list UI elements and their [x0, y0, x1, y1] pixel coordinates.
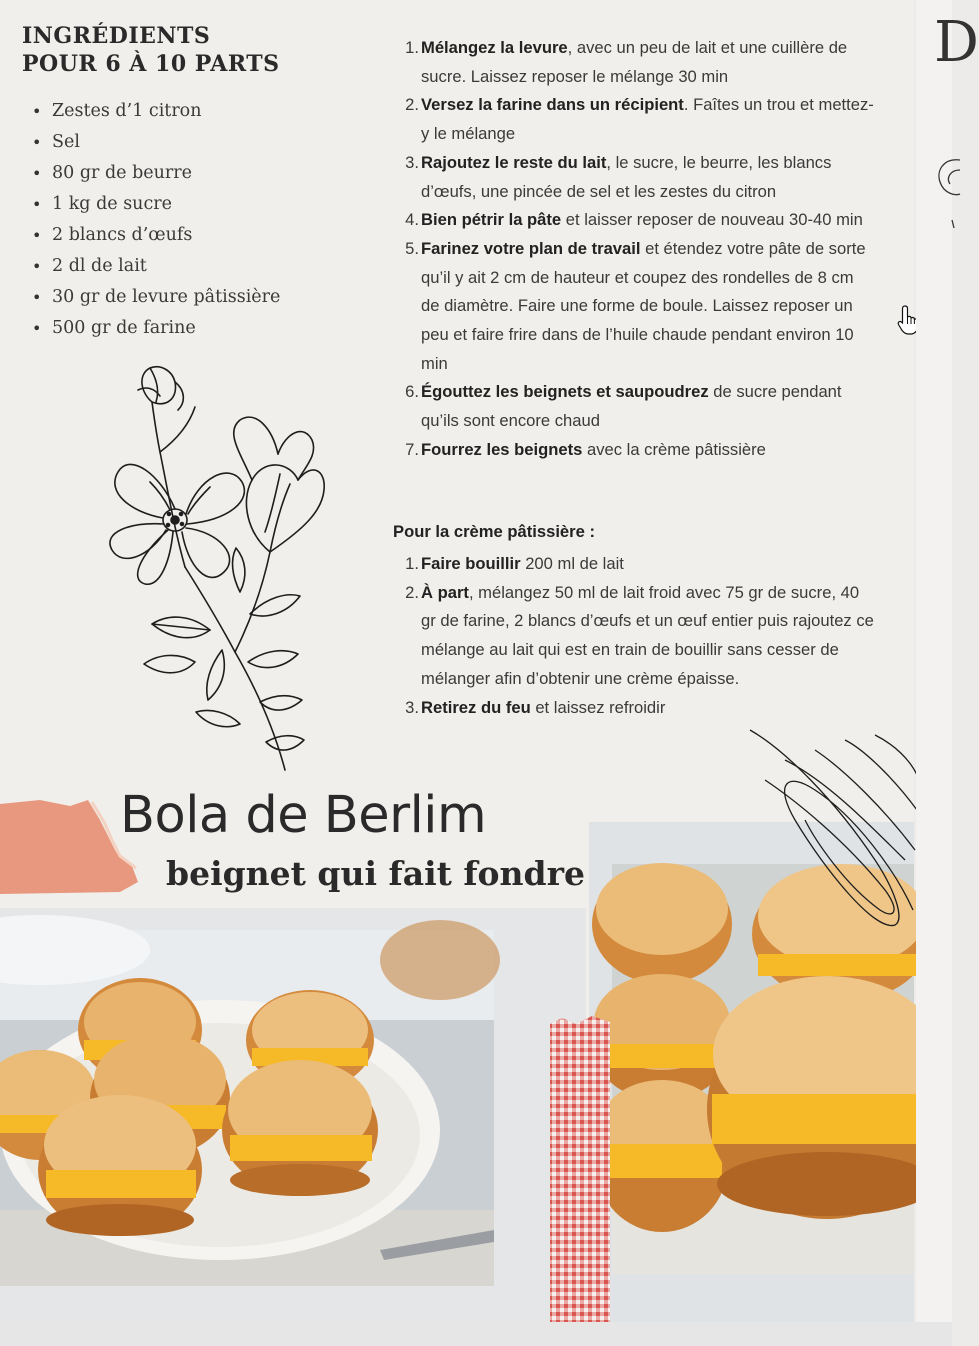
step-item: [395, 436, 875, 465]
step-text: , avec un peu de lait et une cuillère de sucre. Laissez reposer le mélange 30 min: [421, 38, 848, 86]
step-text: . Faîtes un trou et mettez-y le mélange: [421, 95, 874, 144]
recipe-title: Bola de Berlim: [120, 786, 487, 845]
step-bold: Égouttez les beignets et saupoudrez: [421, 382, 709, 402]
step-number: 3.: [405, 152, 419, 172]
step-text: avec la crème pâtissière: [582, 439, 766, 459]
gingham-tape-decoration: [548, 1016, 612, 1322]
step-number: 7.: [405, 439, 419, 459]
step-bold: Rajoutez le reste du lait: [421, 152, 607, 172]
step-text: 200 ml de lait: [520, 554, 624, 573]
step-item: [395, 34, 875, 91]
creme-title: Pour la crème pâtissière :: [393, 522, 595, 541]
step-text: et laissez refroidir: [530, 697, 666, 717]
step-bold: Versez la farine dans un récipient: [421, 95, 684, 115]
scribble-decoration: [745, 720, 920, 935]
step-item: [395, 206, 875, 235]
step-bold: Farinez votre plan de travail: [421, 238, 641, 258]
flower-illustration: [90, 362, 330, 774]
step-number: 5.: [405, 238, 419, 258]
step-item: [395, 149, 875, 206]
step-number: 2.: [405, 95, 419, 115]
ingredients-title-line1: INGRÉDIENTS: [22, 23, 211, 49]
creme-step-item: [395, 694, 875, 723]
step-number: 4.: [405, 210, 419, 230]
step-bold: Mélangez la levure: [421, 38, 568, 57]
step-number: 3.: [405, 697, 419, 717]
step-bold: À part: [421, 582, 469, 602]
ingredients-list: [32, 96, 280, 344]
step-number: 1.: [405, 38, 419, 57]
step-number: 1.: [405, 554, 419, 573]
next-page-letter: D: [934, 10, 979, 75]
steps-list: [395, 34, 875, 465]
step-bold: Faire bouillir: [421, 554, 521, 573]
step-text: de sucre pendant qu’ils sont encore chaud: [421, 382, 842, 431]
step-item: [395, 91, 875, 148]
creme-step-item: [395, 579, 875, 694]
ingredient-item: • Zestes d’1 citron: [32, 96, 280, 127]
step-item: [395, 378, 875, 435]
step-text: et étendez votre pâte de sorte qu’il y ait 2 cm de hauteur et coupez des rondelles de 8 cm de diamètre. Faire une forme de boule. Laissez reposer un peu et faire frire dans de l’huile chaude pendant environ 10 min: [421, 238, 866, 373]
ingredient-item: • 2 blancs d’œufs: [32, 220, 280, 251]
ingredient-item: • 80 gr de beurre: [32, 158, 280, 189]
next-page-drawing: [930, 150, 960, 210]
ingredients-title: [22, 22, 279, 78]
recipe-subtitle: beignet qui fait fondre: [166, 854, 585, 893]
creme-steps-list: [395, 550, 875, 722]
step-text: , le sucre, le beurre, les blancs d’œufs, une pincée de sel et les zestes du citron: [421, 152, 832, 201]
creme-step-item: [395, 550, 875, 579]
ingredient-item: • Sel: [32, 127, 280, 158]
beignets-photo-left: [0, 930, 494, 1286]
step-text: , mélangez 50 ml de lait froid avec 75 gr de sucre, 40 gr de farine, 2 blancs d’œufs et un œuf entier puis rajoutez ce mélange au lait qui est en train de bouillir sans cesser de mélanger afin d’obtenir une crème épaisse.: [421, 582, 874, 688]
step-number: 6.: [405, 382, 419, 402]
step-number: 2.: [405, 582, 419, 602]
ingredient-item: • 1 kg de sucre: [32, 189, 280, 220]
step-bold: Bien pétrir la pâte: [421, 210, 562, 230]
ingredient-item: • 30 gr de levure pâtissière: [32, 282, 280, 313]
viewer-bottom-strip: [0, 1322, 952, 1346]
step-bold: Fourrez les beignets: [421, 439, 583, 459]
ingredient-item: • 500 gr de farine: [32, 313, 280, 344]
ingredient-item: • 2 dl de lait: [32, 251, 280, 282]
next-page-edge: [916, 0, 979, 1322]
ingredients-title-line2: POUR 6 À 10 PARTS: [22, 51, 280, 77]
step-item: [395, 235, 875, 379]
step-text: et laisser reposer de nouveau 30-40 min: [561, 210, 863, 230]
step-bold: Retirez du feu: [421, 697, 531, 717]
